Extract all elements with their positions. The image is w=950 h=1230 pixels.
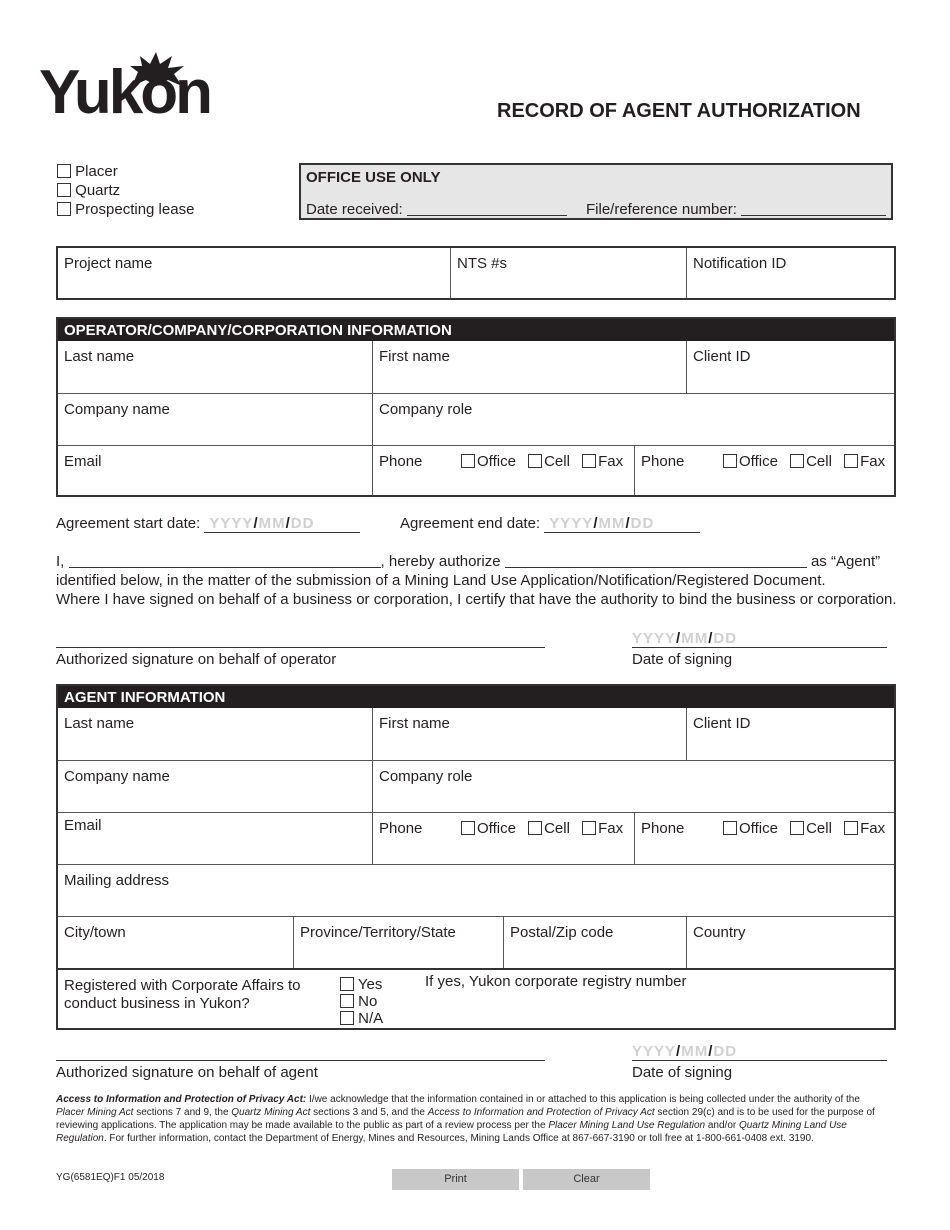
agreement-start-label: Agreement start date: [56,515,201,532]
country-label: Country [693,924,746,941]
date-sep: / [285,515,291,532]
date-received-field[interactable] [407,202,567,216]
phone-label: Phone [641,820,685,837]
registered-yes[interactable] [340,976,383,993]
agreement-start [56,515,360,533]
agent-first-name-field[interactable] [373,708,686,760]
phone2-type-options [723,453,885,470]
fax-checkbox[interactable] [582,821,596,835]
registered-line2: conduct business in Yukon? [64,995,250,1012]
no-label: No [358,993,378,1010]
corporate-registry-number-field[interactable] [425,973,894,1025]
agreement-end-label: Agreement end date: [400,515,541,532]
date-sep: / [625,515,631,532]
date-yyyy: YYYY [209,515,254,532]
cell-label: Cell [806,453,832,470]
agent-name-field[interactable] [505,554,807,568]
agent-client-id-field[interactable] [687,708,894,760]
claim-type-quartz[interactable] [57,181,120,200]
authorization-line3: Where I have signed on behalf of a business or corporation, I certify that have the authority to bind the business or corporation. [56,591,897,608]
nts-field[interactable] [451,248,686,298]
operator-section-header: OPERATOR/COMPANY/CORPORATION INFORMATION [58,319,894,341]
cell-checkbox[interactable] [528,454,542,468]
agent-phone1-field[interactable] [373,813,634,864]
office-checkbox[interactable] [461,821,475,835]
company-name-label: Company name [64,768,170,785]
na-checkbox[interactable] [340,1011,354,1025]
date-yyyy: YYYY [632,630,677,647]
agreement-start-date-field[interactable] [204,515,360,533]
authorization-line2: identified below, in the matter of the submission of a Mining Land Use Application/Notification/Registered Document. [56,572,826,589]
nts-label: NTS #s [457,255,508,272]
date-of-signing-label: Date of signing [632,1064,733,1081]
cell-checkbox[interactable] [790,821,804,835]
page-title: RECORD OF AGENT AUTHORIZATION [497,100,861,122]
privacy-act-ref: Placer Mining Act [56,1107,134,1118]
date-dd: DD [630,515,655,532]
client-id-label: Client ID [693,348,751,365]
office-checkbox[interactable] [461,454,475,468]
agent-signature-label: Authorized signature on behalf of agent [56,1064,318,1081]
privacy-act-ref: Quartz Mining Act [231,1107,311,1118]
cell-label: Cell [806,820,832,837]
fax-checkbox[interactable] [844,821,858,835]
postal-label: Postal/Zip code [510,924,614,941]
operator-phone2-field[interactable] [635,446,894,495]
operator-email-field[interactable] [58,446,372,495]
privacy-text: sections 3 and 5, and the [310,1107,428,1118]
agreement-end-date-field[interactable] [544,515,700,533]
date-sep: / [708,630,714,647]
date-yyyy: YYYY [632,1043,677,1060]
cell-checkbox[interactable] [528,821,542,835]
phone2-type-options [723,820,885,837]
cell-checkbox[interactable] [790,454,804,468]
project-name-label: Project name [64,255,153,272]
quartz-label: Quartz [75,182,121,199]
date-sep: / [593,515,599,532]
date-dd: DD [713,630,738,647]
agent-section-header: AGENT INFORMATION [58,686,894,708]
fax-label: Fax [860,453,886,470]
placer-label: Placer [75,163,118,180]
registered-no[interactable] [340,993,383,1010]
date-yyyy: YYYY [549,515,594,532]
agent-signature-field[interactable] [56,1060,545,1061]
agent-table [56,684,896,1030]
agent-company-role-field[interactable] [373,761,894,812]
company-role-label: Company role [379,768,473,785]
clear-button[interactable]: Clear [523,1169,650,1190]
date-sep: / [676,630,682,647]
date-sep: / [708,1043,714,1060]
agent-phone2-field[interactable] [635,813,894,864]
operator-table [56,317,896,497]
phone1-type-options [461,453,623,470]
privacy-text: and/or [705,1120,740,1131]
office-label: Office [739,453,778,470]
phone-label: Phone [641,453,685,470]
operator-signature-field[interactable] [56,647,545,648]
file-reference-field[interactable] [741,202,886,216]
operator-client-id-field[interactable] [687,341,894,393]
agent-postal-field[interactable] [504,917,686,968]
privacy-heading: Access to Information and Protection of Privacy Act: [56,1094,307,1105]
phone1-type-options [461,820,623,837]
operator-signing-date-field[interactable] [632,630,887,648]
fax-label: Fax [598,820,624,837]
phone-label: Phone [379,820,423,837]
privacy-act-ref: Access to Information and Protection of Privacy Act [427,1107,655,1118]
auth-i: I, [56,553,65,570]
form-code: YG(6581EQ)F1 05/2018 [56,1172,165,1183]
office-label: Office [477,820,516,837]
operator-signature-label: Authorized signature on behalf of operator [56,651,337,668]
last-name-label: Last name [64,715,135,732]
client-id-label: Client ID [693,715,751,732]
auth-hereby: , hereby authorize [380,553,501,570]
office-checkbox[interactable] [723,821,737,835]
date-mm: MM [258,515,286,532]
placer-checkbox[interactable] [57,164,71,178]
agent-company-name-field[interactable] [58,761,372,812]
date-sep: / [676,1043,682,1060]
cell-label: Cell [544,820,570,837]
email-label: Email [64,453,102,470]
date-mm: MM [681,1043,709,1060]
auth-as-agent: as “Agent” [810,553,881,570]
operator-last-name-field[interactable] [58,341,372,393]
agent-registered-row [58,970,894,1028]
agent-country-field[interactable] [687,917,894,968]
email-label: Email [64,817,102,834]
prospecting-lease-label: Prospecting lease [75,201,195,218]
city-label: City/town [64,924,126,941]
registered-options [340,976,383,1027]
prospecting-lease-checkbox[interactable] [57,202,71,216]
print-button[interactable]: Print [392,1169,519,1190]
fax-label: Fax [598,453,624,470]
office-use-box [299,163,893,220]
na-label: N/A [358,1010,384,1027]
office-label: Office [477,453,516,470]
file-reference [586,201,886,218]
yukon-logo: Yukon [39,58,211,127]
privacy-act-ref: Quartz Mining Land Use Regulation [56,1120,847,1144]
claim-type-prospecting[interactable] [57,200,194,219]
privacy-act-ref: Placer Mining Land Use Regulation [548,1120,706,1131]
date-of-signing-label: Date of signing [632,651,733,668]
privacy-text: sections 7 and 9, the [133,1107,232,1118]
privacy-notice [56,1093,886,1145]
notification-id-field[interactable] [687,248,894,298]
agent-email-field[interactable] [58,813,372,864]
agent-city-field[interactable] [58,917,293,968]
first-name-label: First name [379,348,450,365]
office-checkbox[interactable] [723,454,737,468]
quartz-checkbox[interactable] [57,183,71,197]
privacy-text: . For further information, contact the Department of Energy, Mines and Resources, Mining Lands Office at 867-667-3190 or toll free at 1-800-661-0408 ext. 3190. [103,1133,814,1144]
notification-id-label: Notification ID [693,255,787,272]
date-dd: DD [713,1043,738,1060]
registered-na[interactable] [340,1010,383,1027]
registered-question [64,977,301,1013]
company-role-label: Company role [379,401,473,418]
fax-checkbox[interactable] [844,454,858,468]
mailing-address-label: Mailing address [64,872,170,889]
first-name-label: First name [379,715,450,732]
privacy-text: I/we acknowledge that the information contained in or attached to this application is being collected under the authority of the [306,1094,860,1105]
date-mm: MM [598,515,626,532]
privacy-text: section 29(c) and is to be used for the purpose of reviewing applications. The application may be made available to the public as part of a review process per the [56,1107,875,1131]
company-name-label: Company name [64,401,170,418]
date-received-label: Date received: [306,201,403,218]
authorization-line1 [56,553,880,570]
office-use-header: OFFICE USE ONLY [306,169,441,186]
agent-last-name-field[interactable] [58,708,372,760]
registry-label: If yes, Yukon corporate registry number [425,973,687,990]
date-received [306,201,567,218]
project-name-field[interactable] [58,248,450,298]
province-label: Province/Territory/State [300,924,456,941]
date-mm: MM [681,630,709,647]
operator-phone1-field[interactable] [373,446,634,495]
yes-checkbox[interactable] [340,977,354,991]
last-name-label: Last name [64,348,135,365]
cell-label: Cell [544,453,570,470]
phone-label: Phone [379,453,423,470]
office-label: Office [739,820,778,837]
date-dd: DD [290,515,315,532]
fax-label: Fax [860,820,886,837]
agent-mailing-address-field[interactable] [58,865,894,916]
file-reference-label: File/reference number: [586,201,737,218]
registered-line1: Registered with Corporate Affairs to [64,977,301,994]
agent-signing-date-field[interactable] [632,1043,887,1061]
fax-checkbox[interactable] [582,454,596,468]
agreement-end [400,515,700,533]
agent-province-field[interactable] [294,917,503,968]
no-checkbox[interactable] [340,994,354,1008]
operator-name-field[interactable] [69,554,381,568]
yes-label: Yes [357,976,383,993]
project-table [56,246,896,300]
operator-company-role-field[interactable] [373,394,894,445]
date-sep: / [253,515,259,532]
claim-type-placer[interactable] [57,162,118,181]
operator-first-name-field[interactable] [373,341,686,393]
operator-company-name-field[interactable] [58,394,372,445]
